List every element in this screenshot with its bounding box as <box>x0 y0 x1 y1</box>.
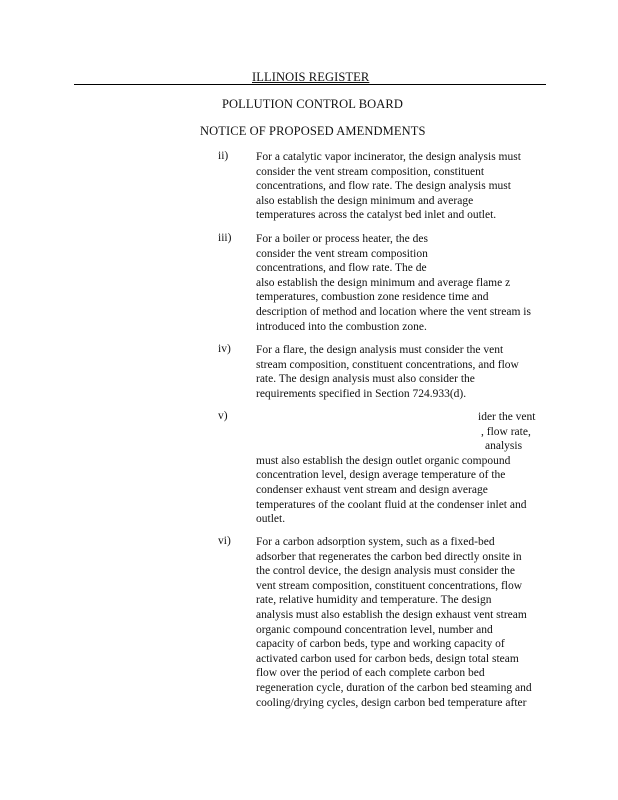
text-line: For a catalytic vapor incinerator, the design analysis must <box>256 151 521 163</box>
text-line: organic compound concentration level, number and <box>256 623 493 636</box>
item-label-ii: ii) <box>218 150 229 162</box>
text-line: stream composition, constituent concentrations, and flow <box>256 358 519 371</box>
paragraph-vi <box>256 535 548 710</box>
notice-title: NOTICE OF PROPOSED AMENDMENTS <box>200 124 426 138</box>
text-line: analysis must also establish the design exhaust vent stream <box>256 608 527 621</box>
text-line: analysis <box>485 440 523 453</box>
item-label-iii: iii) <box>218 232 232 244</box>
text-line: vent stream composition, constituent concentrations, flow <box>256 579 523 592</box>
text-line: ider the vent <box>478 411 536 423</box>
item-label-vi: vi) <box>218 535 231 547</box>
text-line: description of method and location where the vent stream is <box>256 305 531 318</box>
text-line: concentrations, and flow rate. The de <box>256 262 427 275</box>
text-line: the control device, the design analysis must consider the <box>256 565 516 578</box>
text-line: temperatures, combustion zone residence time and <box>256 291 489 304</box>
text-line: consider the vent stream composition, constituent <box>256 165 485 178</box>
text-line: temperatures of the coolant fluid at the condenser inlet and <box>256 498 527 511</box>
text-line: outlet. <box>256 513 286 526</box>
text-line: , flow rate, <box>481 425 531 438</box>
text-line: must also establish the design outlet organic compound <box>256 454 511 467</box>
paragraph-iv <box>256 343 548 401</box>
text-line: temperatures across the catalyst bed inlet and outlet. <box>256 209 497 222</box>
text-line: also establish the design minimum and average flame z <box>256 276 511 289</box>
header-rule <box>74 84 546 85</box>
register-title: ILLINOIS REGISTER <box>252 70 370 84</box>
text-line: also establish the design minimum and average <box>256 194 474 207</box>
text-line: flow over the period of each complete carbon bed <box>256 667 485 680</box>
text-line: For a boiler or process heater, the des <box>256 233 428 245</box>
paragraph-iii <box>256 232 548 334</box>
text-line: adsorber that regenerates the carbon bed directly onsite in <box>256 550 522 563</box>
text-line: requirements specified in Section 724.933(d). <box>256 387 467 400</box>
text-line: introduced into the combustion zone. <box>256 320 427 333</box>
paragraph-ii <box>256 150 548 223</box>
text-line: rate. The design analysis must also consider the <box>256 373 475 386</box>
text-line: cooling/drying cycles, design carbon bed temperature after <box>256 696 527 709</box>
text-line: activated carbon used for carbon beds, design total steam <box>256 652 519 665</box>
item-label-iv: iv) <box>218 343 231 355</box>
text-line: regeneration cycle, duration of the carbon bed steaming and <box>256 681 532 694</box>
text-line: concentrations, and flow rate. The design analysis must <box>256 180 511 193</box>
text-line: capacity of carbon beds, type and working capacity of <box>256 638 505 651</box>
text-line: rate, relative humidity and temperature. The design <box>256 594 492 607</box>
text-line: For a flare, the design analysis must consider the vent <box>256 344 504 356</box>
text-line: condenser exhaust vent stream and design average <box>256 483 488 496</box>
text-line: For a carbon adsorption system, such as a fixed-bed <box>256 536 495 548</box>
text-line: consider the vent stream composition <box>256 247 428 260</box>
text-line: concentration level, design average temperature of the <box>256 469 506 482</box>
paragraph-v <box>256 410 548 527</box>
item-label-v: v) <box>218 410 228 422</box>
board-title: POLLUTION CONTROL BOARD <box>222 97 403 111</box>
